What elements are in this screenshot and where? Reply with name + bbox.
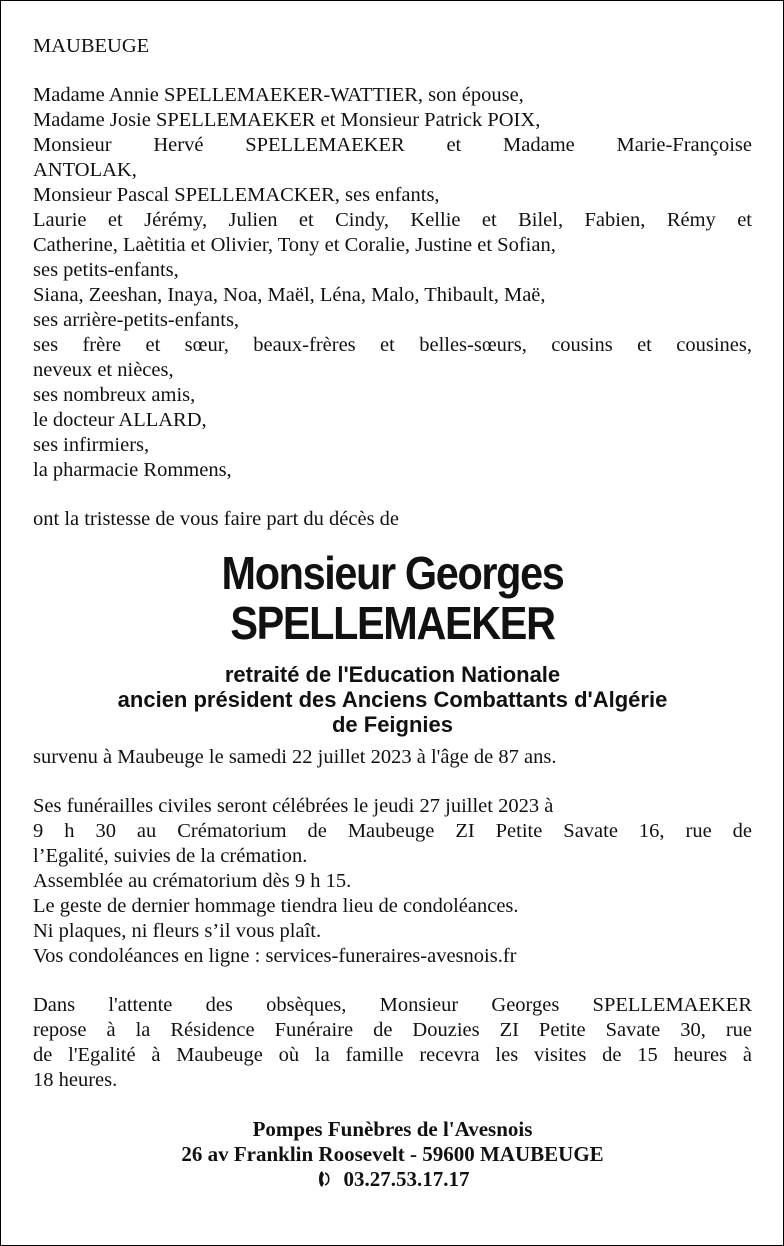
wake-line: repose à la Résidence Funéraire de Douzies ZI Petite Savate 30, rue (33, 1019, 752, 1041)
wake-line: Dans l'attente des obsèques, Monsieur Georges SPELLEMAEKER (33, 994, 752, 1016)
deceased-name-line2: SPELLEMAEKER (230, 597, 555, 649)
family-line: ses petits-enfants, (33, 259, 179, 281)
wake-line: de l'Egalité à Maubeuge où la famille recevra les visites de 15 heures à (33, 1044, 752, 1066)
notice-content (33, 34, 752, 1192)
deceased-name-line1: Monsieur Georges (221, 547, 564, 599)
phone-icon (316, 1169, 334, 1187)
funeral-home-footer (33, 1117, 752, 1192)
spacer (33, 770, 752, 794)
family-line: Monsieur Pascal SPELLEMACKER, ses enfants, (33, 184, 440, 206)
family-line: ANTOLAK, (33, 159, 137, 181)
family-line: ses nombreux amis, (33, 384, 196, 406)
spacer (33, 969, 752, 993)
funeral-home-name: Pompes Funèbres de l'Avesnois (252, 1117, 533, 1141)
deceased-titles (33, 662, 752, 737)
family-line: Madame Annie SPELLEMAEKER-WATTIER, son épouse, (33, 84, 524, 106)
family-line: neveux et nièces, (33, 359, 174, 381)
title-line: ancien président des Anciens Combattants d'Algérie (117, 687, 668, 712)
family-line: ses frère et sœur, beaux-frères et belles-sœurs, cousins et cousines, (33, 334, 752, 356)
family-line: Monsieur Hervé SPELLEMAEKER et Madame Marie-Françoise (33, 134, 752, 156)
funeral-line: 9 h 30 au Crématorium de Maubeuge ZI Petite Savate 16, rue de (33, 820, 752, 842)
family-line: le docteur ALLARD, (33, 409, 207, 431)
announcement-text: ont la tristesse de vous faire part du décès de (33, 508, 400, 530)
funeral-line: Ses funérailles civiles seront célébrées le jeudi 27 juillet 2023 à (33, 795, 554, 817)
family-line: Catherine, Laètitia et Olivier, Tony et Coralie, Justine et Sofian, (33, 234, 556, 256)
death-info: survenu à Maubeuge le samedi 22 juillet 2023 à l'âge de 87 ans. (33, 746, 557, 768)
wake-details (33, 993, 752, 1093)
funeral-line: Ni plaques, ni fleurs s’il vous plaît. (33, 920, 322, 942)
family-line: Siana, Zeeshan, Inaya, Noa, Maël, Léna, Malo, Thibault, Maë, (33, 284, 546, 306)
funeral-home-phone-row (33, 1167, 752, 1192)
spacer (33, 59, 752, 83)
funeral-home-address: 26 av Franklin Roosevelt - 59600 MAUBEUGE (181, 1142, 604, 1166)
title-line: retraité de l'Education Nationale (224, 662, 561, 687)
funeral-details (33, 794, 752, 969)
title-line: de Feignies (331, 712, 454, 737)
funeral-line: Le geste de dernier hommage tiendra lieu de condoléances. (33, 895, 519, 917)
funeral-home-phone[interactable]: 03.27.53.17.17 (343, 1167, 470, 1191)
family-line: la pharmacie Rommens, (33, 459, 232, 481)
family-line: ses arrière-petits-enfants, (33, 309, 240, 331)
funeral-line: Vos condoléances en ligne : services-funeraires-avesnois.fr (33, 945, 517, 967)
funeral-line: l’Egalité, suivies de la crémation. (33, 845, 308, 867)
wake-line: 18 heures. (33, 1069, 118, 1091)
funeral-line: Assemblée au crématorium dès 9 h 15. (33, 870, 352, 892)
deceased-name (69, 548, 716, 648)
family-line: ses infirmiers, (33, 434, 150, 456)
family-list (33, 83, 752, 483)
spacer (33, 483, 752, 507)
family-line: Laurie et Jérémy, Julien et Cindy, Kellie et Bilel, Fabien, Rémy et (33, 209, 752, 231)
city-heading: MAUBEUGE (33, 35, 150, 57)
family-line: Madame Josie SPELLEMAEKER et Monsieur Patrick POIX, (33, 109, 541, 131)
